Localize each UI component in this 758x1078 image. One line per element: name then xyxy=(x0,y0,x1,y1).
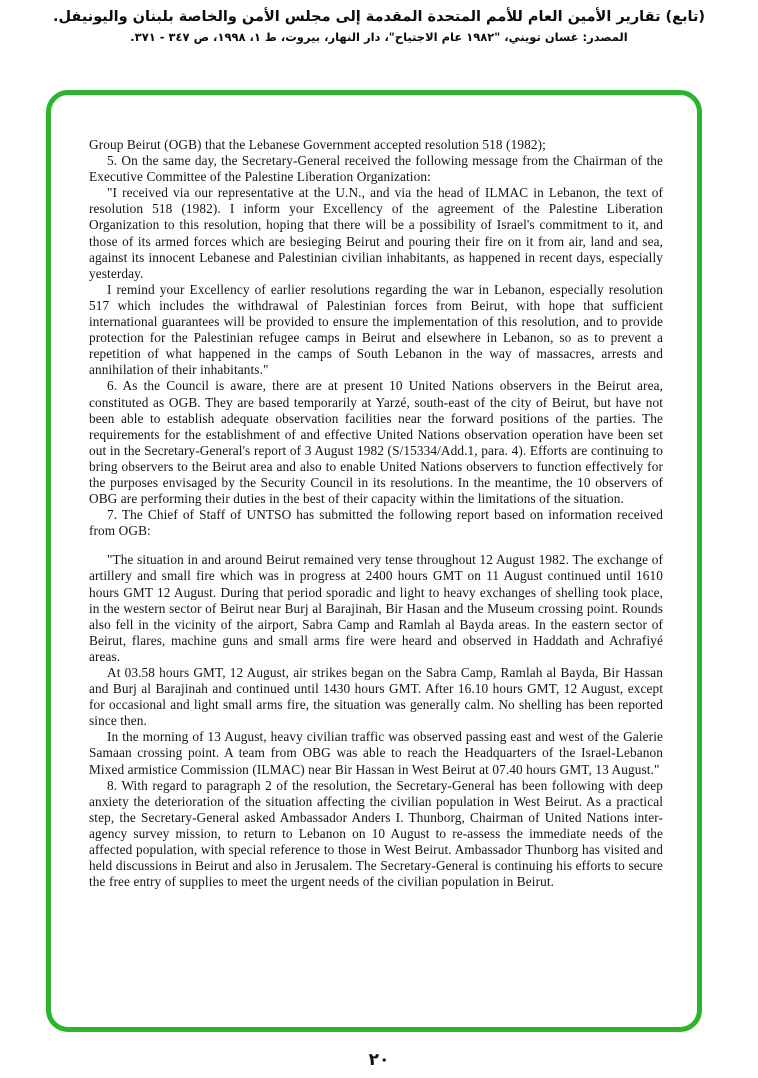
arabic-header xyxy=(10,6,748,46)
page-number: ٢٠ xyxy=(368,1050,390,1070)
paragraph-quote-1: "I received via our representative at the U.N., and via the head of ILMAC in Lebanon, the text of resolution 518 (1982). I inform your Excellency of the agreement of the Palestine Liberation Organization to this resolution, hoping that there will be a possibility of Israel's commitment to it, and those of its armed forces which are besieging Beirut and pouring their fire on it from air, land and sea, against its innocent Lebanese and Palestinian civilian inhabitants, as happened in recent days, especially yesterday. xyxy=(89,185,663,281)
paragraph-8: 8. With regard to paragraph 2 of the resolution, the Secretary-General has been following with deep anxiety the deterioration of the situation affecting the civilian population in West Beirut. As a practical step, the Secretary-General asked Ambassador Anders I. Thunborg, Chairman of United Nations inter-agency survey mission, to return to Lebanon on 10 August to re-assess the immediate needs of the affected population, with special reference to those in West Beirut. Ambassador Thunborg has visited and held discussions in Beirut and also in Jerusalem. The Secretary-General is continuing his efforts to secure the free entry of supplies to meet the urgent needs of the civilian population in Beirut. xyxy=(89,777,663,890)
paragraph-continuation: Group Beirut (OGB) that the Lebanese Government accepted resolution 518 (1982); xyxy=(89,137,546,152)
paragraph-5: 5. On the same day, the Secretary-General received the following message from the Chairman of the Executive Committee of the Palestine Liberation Organization: xyxy=(89,153,663,185)
paragraph-7: 7. The Chief of Staff of UNTSO has submitted the following report based on information received from OGB: xyxy=(89,507,663,539)
paragraph-report-1: "The situation in and around Beirut remained very tense throughout 12 August 1982. The exchange of artillery and small fire which was in progress at 2400 hours GMT on 11 August continued until 1610 hours GMT 12 August. During that period sporadic and light to heavy exchanges of shelling took place, in the western sector of Beirut near Burj al Barajinah, Bir Hasan and the Museum crossing point. Rounds also fell in the vicinity of the airport, Sabra Camp and Ramlah al Bayda areas. In the eastern sector of Beirut, flares, machine guns and small arms fire were heard and observed in Haddath and Achrafiyé areas. xyxy=(89,552,663,664)
green-content-frame xyxy=(46,90,702,1032)
arabic-header-source: المصدر: غسان تويني، "١٩٨٢ عام الاجتياح"، دار النهار، بيروت، ط ١، ١٩٩٨، ص ٣٤٧ - ٣٧١. xyxy=(130,30,628,44)
paragraph-quote-2: I remind your Excellency of earlier resolutions regarding the war in Lebanon, especially resolution 517 which includes the withdrawal of Palestinian forces from Beirut, with hope that sufficient international guarantees will be provided to ensure the implementation of this resolution, and to provide protection for the Palestinian refugee camps in Beirut and elsewhere in Lebanon, so as to prevent a repetition of what happened in the camps of South Lebanon in the way of massacres, arrests and annihilation of their inhabitants." xyxy=(89,281,663,378)
paragraph-report-2: At 03.58 hours GMT, 12 August, air strikes began on the Sabra Camp, Ramlah al Bayda, Bir Hassan and Burj al Barajinah and continued until 1430 hours GMT. After 16.10 hours GMT, 12 August, except for occasional and light small arms fire, the situation was generally calm. No shelling has been reported since then. xyxy=(89,665,663,729)
paragraph-report-3: In the morning of 13 August, heavy civilian traffic was observed passing east and west of the Galerie Samaan crossing point. A team from OBG was able to reach the Headquarters of the Israel-Lebanon Mixed armistice Commission (ILMAC) near Bir Hassan in West Beirut at 07.40 hours GMT, 13 August." xyxy=(89,729,663,777)
body-text xyxy=(51,95,697,890)
arabic-header-title: (تابع) تقارير الأمين العام للأمم المتحدة المقدمة إلى مجلس الأمن والخاصة بلبنان واليونيفل. xyxy=(52,9,706,25)
paragraph-6: 6. As the Council is aware, there are at present 10 United Nations observers in the Beirut area, constituted as OGB. They are based temporarily at Yarzé, south-east of the city of Beirut, but have not been able to establish adequate observation facilities near the forward positions of the parties. The requirements for the establishment of and effective United Nations observation operation have been set out in the Secretary-General's report of 3 August 1982 (S/15334/Add.1, para. 4). Efforts are continuing to bring observers to the Beirut area and also to enable United Nations observers to function effectively for the purposes envisaged by the Security Council in its resolutions. In the meantime, the 10 observers of OBG are performing their duties in the best of their capacity within the limitations of the situation. xyxy=(89,378,663,507)
